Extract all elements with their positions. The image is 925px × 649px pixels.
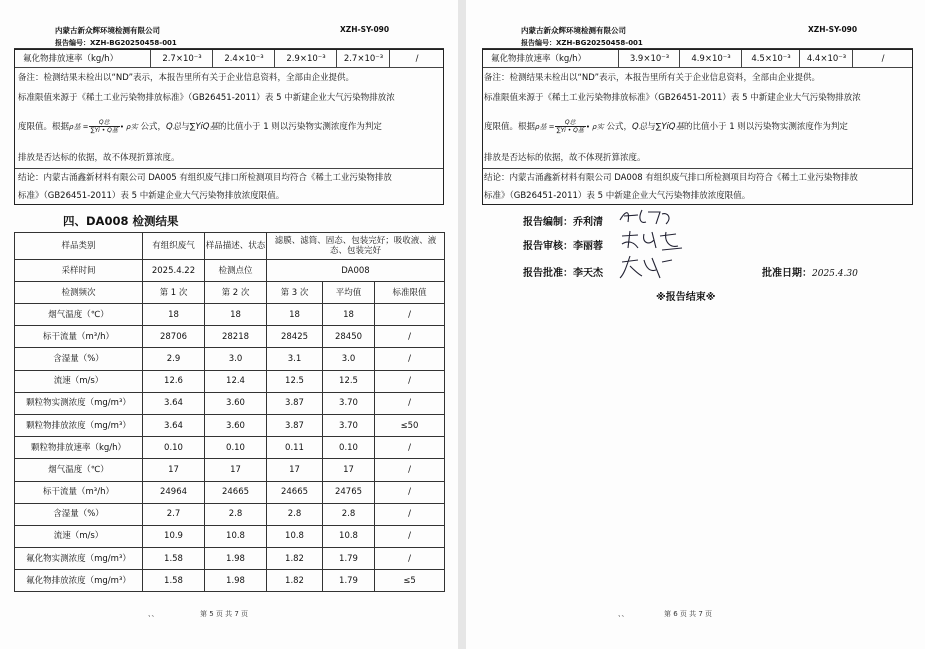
- note-line: 标准限值来源于《稀土工业污染物排放标准》（GB26451-2011）表 5 中新建企业大气污染物排放浓: [18, 93, 395, 103]
- value-cell: 4.5×10⁻³: [741, 50, 800, 67]
- company-name: 内蒙古新众辉环境检测有限公司: [521, 26, 626, 35]
- value-cell: 2.4×10⁻³: [212, 50, 275, 67]
- section-title: 四、DA008 检测结果: [63, 214, 179, 228]
- table-row: [15, 348, 445, 370]
- header-cell: 检测频次: [15, 282, 143, 304]
- table-row: [15, 525, 445, 547]
- header-cell: 滤膜、滤筒、固态、包装完好；吸收液、液态、包装完好: [267, 233, 445, 260]
- conclusion-line: 标准》（GB26451-2011）表 5 中新建企业大气污染物排放浓度限值。: [484, 191, 751, 201]
- value-cell: 2.8: [205, 503, 267, 525]
- editor-handwritten-signature: [616, 206, 676, 228]
- row-label-cell: 标干流量（m³/h）: [15, 481, 143, 503]
- value-cell: 12.5: [267, 370, 323, 392]
- value-cell: 3.0: [323, 348, 375, 370]
- header-cell: 标准限值: [375, 282, 445, 304]
- note-formula-line: 度限值。根据ρ基 = $\frac{\text{Q总}}{\text{∑Yi • Q基}}$ • ρ实 公式，Q总与∑YiQ基的比值小于 1 则以污染物实测浓度作为判定: [18, 119, 382, 134]
- header-cell: 样品类别: [15, 233, 143, 260]
- company-name: 内蒙古新众辉环境检测有限公司: [55, 26, 160, 35]
- note-line: 备注：检测结果未检出以“ND”表示，本报告里所有关于企业信息资料，全部由企业提供。: [484, 73, 820, 83]
- table-row: [15, 392, 445, 414]
- table-row: [15, 459, 445, 481]
- report-page-5: [0, 0, 458, 649]
- value-cell: 17: [323, 459, 375, 481]
- approver-handwritten-signature: [616, 254, 676, 282]
- note-line: 标准限值来源于《稀土工业污染物排放标准》（GB26451-2011）表 5 中新建企业大气污染物排放浓: [484, 93, 861, 103]
- header-cell: 检测点位: [205, 260, 267, 282]
- value-cell: 3.0: [205, 348, 267, 370]
- value-cell: 18: [143, 304, 205, 326]
- header-cell: 第 3 次: [267, 282, 323, 304]
- formula-fraction: $\frac{\text{Q总}}{\text{∑Yi • Q基}}$: [90, 119, 118, 134]
- value-cell: 17: [267, 459, 323, 481]
- table-row: [15, 570, 445, 592]
- value-cell: 4.4×10⁻³: [799, 50, 853, 67]
- da008-results-table: [14, 232, 445, 592]
- value-cell: 2.8: [323, 503, 375, 525]
- row-label-cell: 颗粒物实测浓度（mg/m³）: [15, 392, 143, 414]
- value-cell: 17: [143, 459, 205, 481]
- divider: [483, 168, 912, 169]
- value-cell: 3.1: [267, 348, 323, 370]
- value-cell: 18: [323, 304, 375, 326]
- value-cell: 18: [267, 304, 323, 326]
- value-cell: 28425: [267, 326, 323, 348]
- conclusion-line: 标准》（GB26451-2011）表 5 中新建企业大气污染物排放浓度限值。: [18, 191, 285, 201]
- value-cell: 3.64: [143, 414, 205, 436]
- row-label-cell: 标干流量（m³/h）: [15, 326, 143, 348]
- report-code: 报告编号：XZH-BG20250458-001: [55, 39, 177, 47]
- notes-box: [14, 49, 444, 205]
- header-cell: 平均值: [323, 282, 375, 304]
- value-cell: 28450: [323, 326, 375, 348]
- form-code: XZH-SY-090: [808, 25, 858, 34]
- value-cell: 1.82: [267, 570, 323, 592]
- value-cell: /: [375, 525, 445, 547]
- value-cell: 1.79: [323, 570, 375, 592]
- conclusion-line: 结论：内蒙古涌鑫新材料有限公司 DA008 有组织废气排口所检测项目均符合《稀土工业污染物排放: [484, 173, 858, 183]
- value-cell: 24665: [267, 481, 323, 503]
- approve-date: 批准日期：2025.4.30: [762, 268, 858, 279]
- page-footer: 第 6 页 共 7 页: [664, 610, 713, 618]
- table-row: [15, 481, 445, 503]
- value-cell: 1.58: [143, 548, 205, 570]
- report-page-6: [466, 0, 925, 649]
- value-cell: 10.8: [267, 525, 323, 547]
- editor-signature: 报告编制：乔利清: [523, 217, 603, 228]
- header-cell: 第 1 次: [143, 282, 205, 304]
- value-cell: 12.5: [323, 370, 375, 392]
- value-cell: 0.10: [143, 437, 205, 459]
- value-cell: ≤5: [375, 570, 445, 592]
- table-row: [15, 548, 445, 570]
- value-cell: 10.9: [143, 525, 205, 547]
- value-cell: 3.9×10⁻³: [618, 50, 680, 67]
- form-code: XZH-SY-090: [340, 25, 390, 34]
- value-cell: 3.60: [205, 414, 267, 436]
- value-cell: 28218: [205, 326, 267, 348]
- value-cell: 4.9×10⁻³: [679, 50, 742, 67]
- note-formula-line: 度限值。根据ρ基 = $\frac{\text{Q总}}{\text{∑Yi • Q基}}$ • ρ实 公式，Q总与∑YiQ基的比值小于 1 则以污染物实测浓度作为判定: [484, 119, 848, 134]
- value-cell: 3.64: [143, 392, 205, 414]
- value-cell: 2.7×10⁻³: [150, 50, 213, 67]
- row-label-cell: 颗粒物排放浓度（mg/m³）: [15, 414, 143, 436]
- value-cell: 3.70: [323, 414, 375, 436]
- value-cell: 2.7: [143, 503, 205, 525]
- value-cell: 12.6: [143, 370, 205, 392]
- value-cell: 3.87: [267, 392, 323, 414]
- row-label-cell: 含湿量（%）: [15, 503, 143, 525]
- value-cell: /: [375, 548, 445, 570]
- footer-mark: 、、: [148, 610, 159, 618]
- value-cell: /: [375, 459, 445, 481]
- value-cell: /: [375, 326, 445, 348]
- header-cell: 有组织废气: [143, 233, 205, 260]
- notes-box: [482, 49, 913, 205]
- value-cell: 18: [205, 304, 267, 326]
- reviewer-signature: 报告审核：李丽蓉: [523, 241, 603, 252]
- row-label-cell: 氟化物实测浓度（mg/m³）: [15, 548, 143, 570]
- table-header-row: [15, 260, 445, 282]
- reviewer-handwritten-signature: [618, 228, 688, 254]
- value-cell: 0.11: [267, 437, 323, 459]
- table-row: [15, 414, 445, 436]
- value-cell: 3.87: [267, 414, 323, 436]
- table-header-row: [15, 233, 445, 260]
- value-cell: 28706: [143, 326, 205, 348]
- value-cell: 10.8: [205, 525, 267, 547]
- row-label: 氟化物排放速率（kg/h）: [23, 54, 119, 64]
- value-cell: 2.8: [267, 503, 323, 525]
- value-cell: /: [375, 304, 445, 326]
- table-row: [15, 326, 445, 348]
- row-label: 氟化物排放速率（kg/h）: [491, 54, 587, 64]
- value-cell: 0.10: [205, 437, 267, 459]
- value-cell: 1.79: [323, 548, 375, 570]
- value-cell: 24964: [143, 481, 205, 503]
- emission-rate-row: [483, 50, 912, 68]
- page-footer: 第 5 页 共 7 页: [200, 610, 249, 618]
- table-row: [15, 304, 445, 326]
- report-code: 报告编号：XZH-BG20250458-001: [521, 39, 643, 47]
- table-row: [15, 503, 445, 525]
- table-row: [15, 437, 445, 459]
- header-cell: 采样时间: [15, 260, 143, 282]
- value-cell: /: [389, 50, 444, 67]
- row-label-cell: 流速（m/s）: [15, 370, 143, 392]
- value-cell: /: [375, 503, 445, 525]
- value-cell: /: [375, 370, 445, 392]
- header-cell: 第 2 次: [205, 282, 267, 304]
- value-cell: 12.4: [205, 370, 267, 392]
- value-cell: /: [375, 481, 445, 503]
- divider: [15, 168, 443, 169]
- row-label-cell: 颗粒物排放速率（kg/h）: [15, 437, 143, 459]
- value-cell: /: [375, 348, 445, 370]
- conclusion-line: 结论：内蒙古涌鑫新材料有限公司 DA005 有组织废气排口所检测项目均符合《稀土工业污染物排放: [18, 173, 392, 183]
- header-cell: 2025.4.22: [143, 260, 205, 282]
- value-cell: 1.98: [205, 570, 267, 592]
- row-label-cell: 烟气温度（℃）: [15, 304, 143, 326]
- value-cell: 10.8: [323, 525, 375, 547]
- report-end-mark: ※报告结束※: [656, 292, 716, 303]
- value-cell: 24765: [323, 481, 375, 503]
- value-cell: 0.10: [323, 437, 375, 459]
- value-cell: 1.82: [267, 548, 323, 570]
- value-cell: 3.70: [323, 392, 375, 414]
- header-cell: 样品描述、状态: [205, 233, 267, 260]
- note-line: 备注：检测结果未检出以“ND”表示，本报告里所有关于企业信息资料，全部由企业提供。: [18, 73, 354, 83]
- emission-rate-row: [15, 50, 443, 68]
- row-label-cell: 氟化物排放浓度（mg/m³）: [15, 570, 143, 592]
- footer-mark: 、、: [618, 610, 629, 618]
- table-row: [15, 370, 445, 392]
- value-cell: 1.98: [205, 548, 267, 570]
- value-cell: 2.7×10⁻³: [336, 50, 390, 67]
- value-cell: 24665: [205, 481, 267, 503]
- value-cell: /: [375, 392, 445, 414]
- approver-signature: 报告批准：李天杰: [523, 268, 603, 279]
- row-label-cell: 流速（m/s）: [15, 525, 143, 547]
- row-label-cell: 烟气温度（℃）: [15, 459, 143, 481]
- table-header-row: [15, 282, 445, 304]
- formula-fraction: $\frac{\text{Q总}}{\text{∑Yi • Q基}}$: [556, 119, 584, 134]
- value-cell: 17: [205, 459, 267, 481]
- value-cell: ≤50: [375, 414, 445, 436]
- value-cell: 2.9×10⁻³: [274, 50, 337, 67]
- value-cell: /: [852, 50, 913, 67]
- value-cell: 3.60: [205, 392, 267, 414]
- value-cell: /: [375, 437, 445, 459]
- header-cell: DA008: [267, 260, 445, 282]
- note-line: 排放是否达标的依据，故不体现折算浓度。: [18, 153, 180, 163]
- value-cell: 2.9: [143, 348, 205, 370]
- value-cell: 1.58: [143, 570, 205, 592]
- row-label-cell: 含湿量（%）: [15, 348, 143, 370]
- note-line: 排放是否达标的依据，故不体现折算浓度。: [484, 153, 646, 163]
